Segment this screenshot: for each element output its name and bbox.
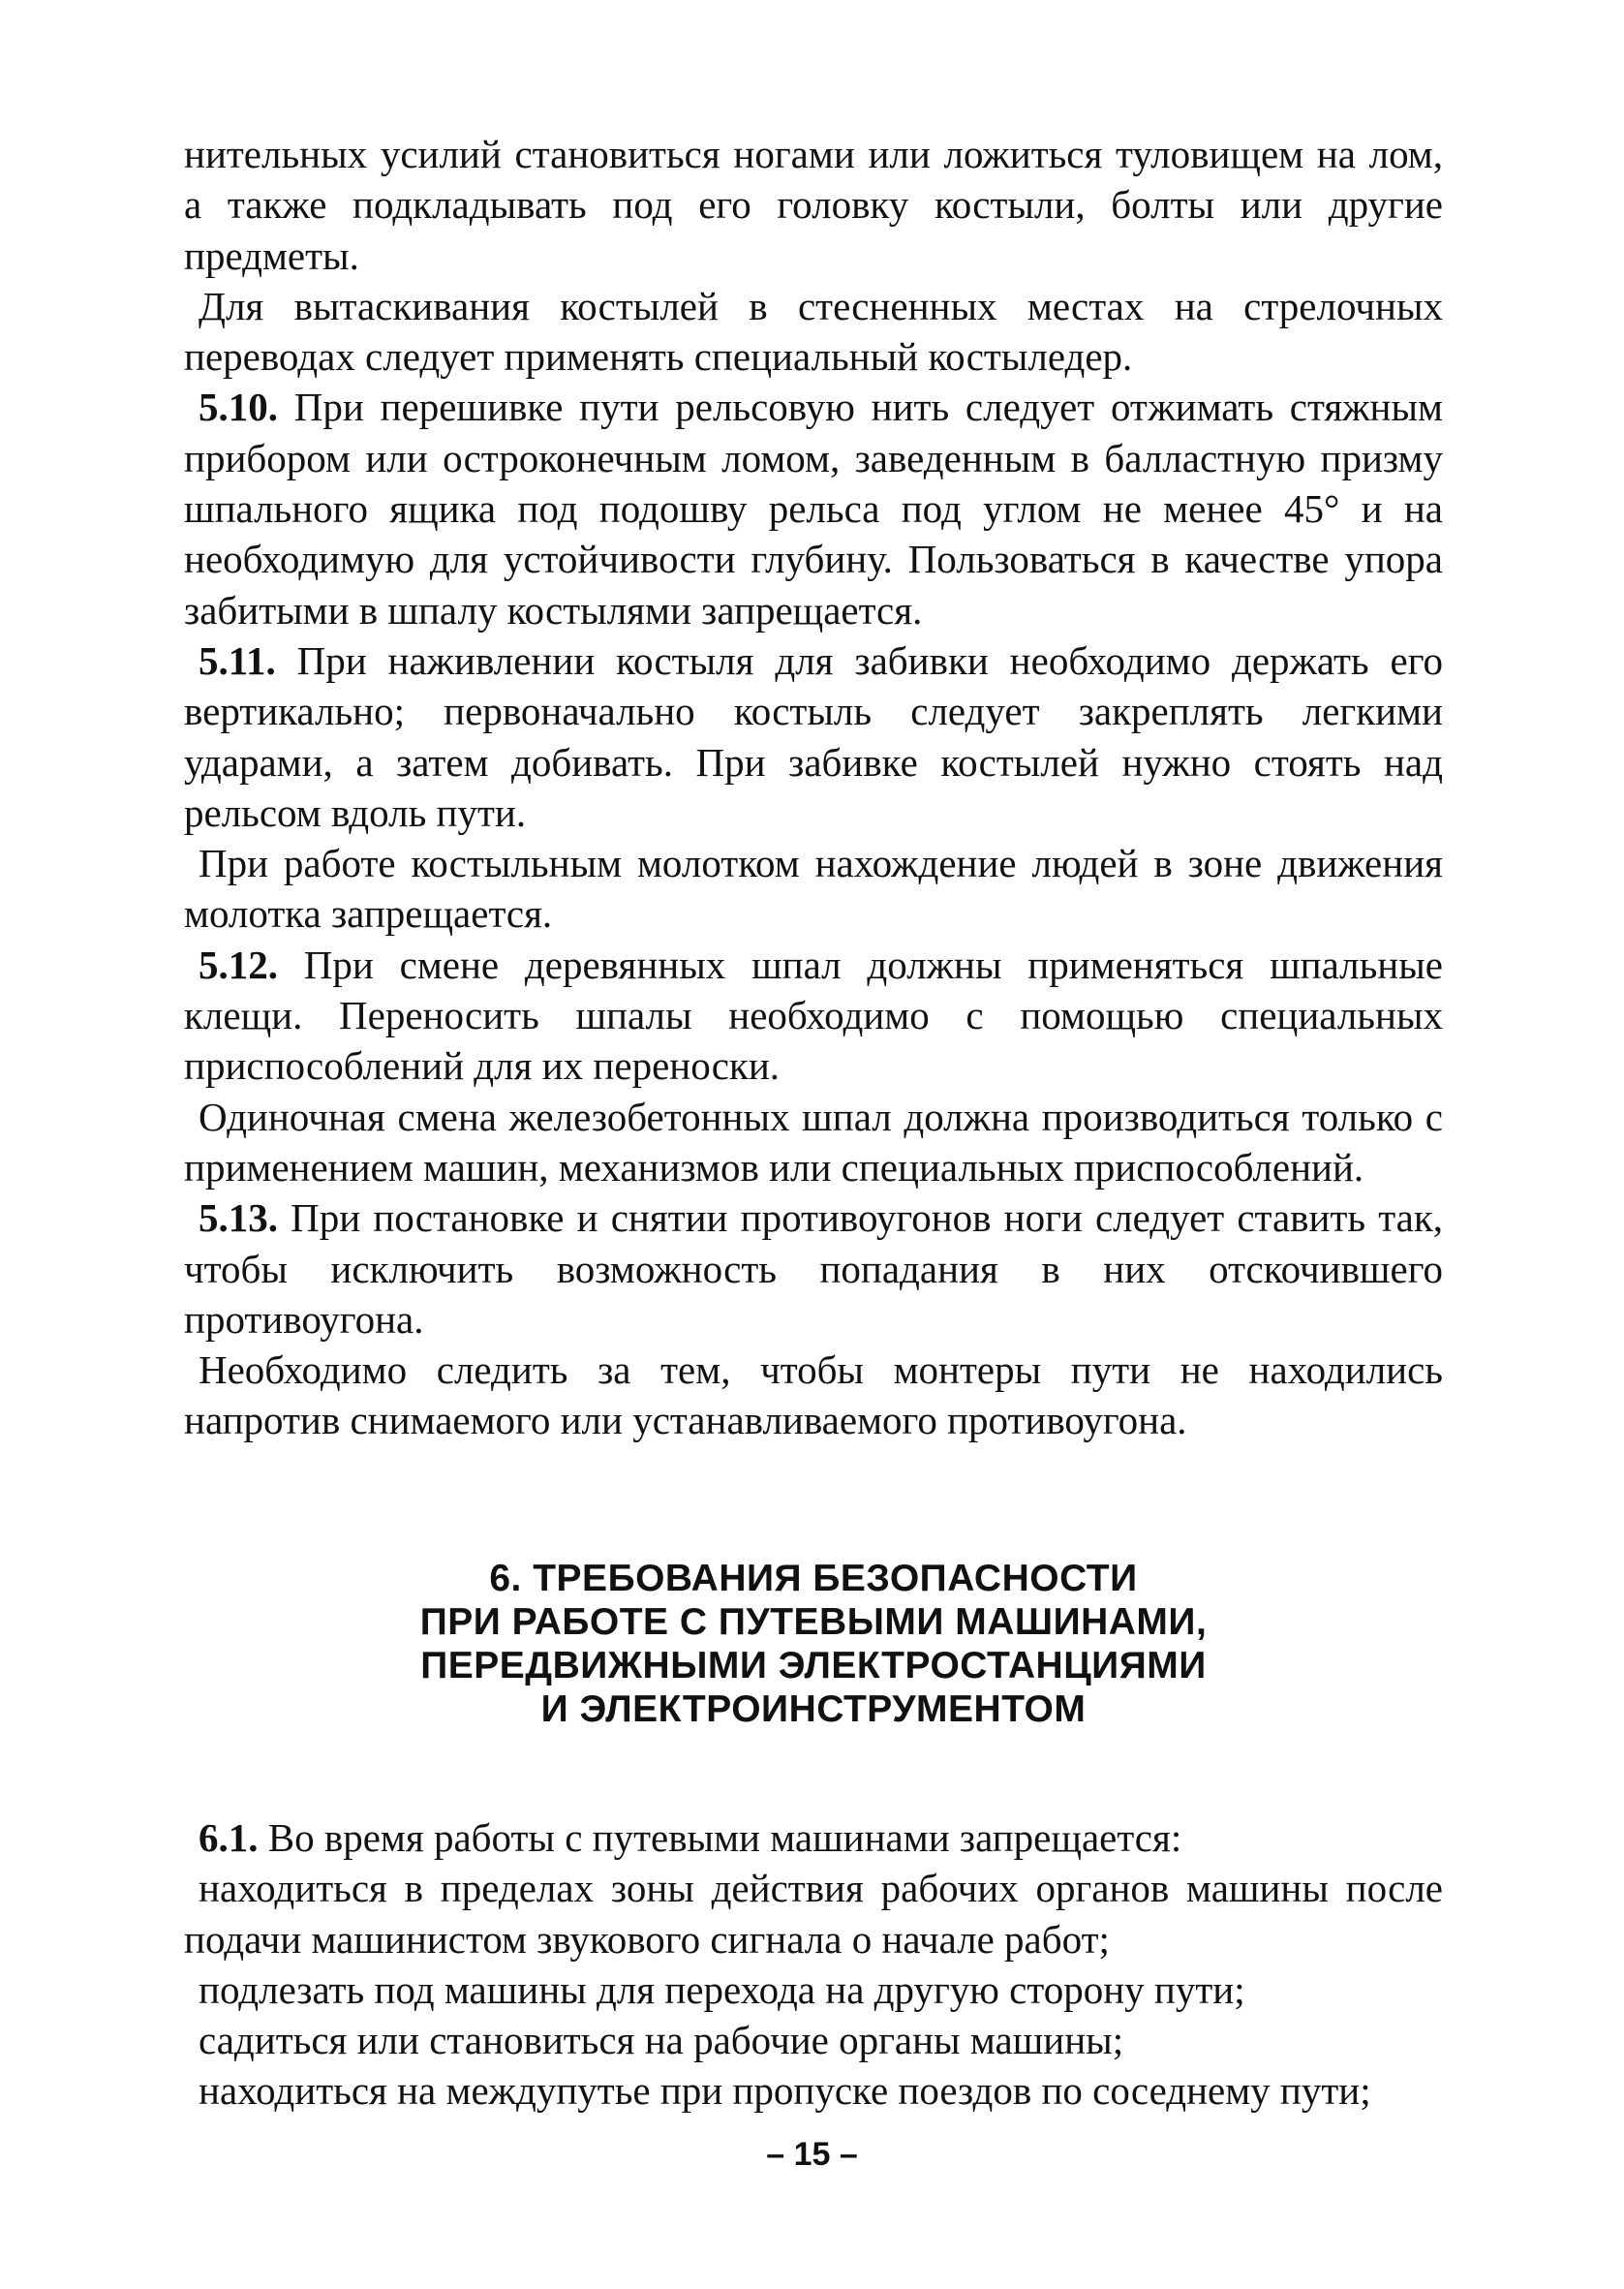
item-number: 5.10. [199, 385, 278, 430]
paragraph: Для вытаскивания костылей в стесненных местах на стрелочных переводах следует применять специальный костыледер. [184, 283, 1443, 380]
paragraph-text: При смене деревянных шпал должны применяться шпальные клещи. Переносить шпалы необходимо с помощью специальных приспособлений для их переноски. [184, 942, 1443, 1089]
paragraph: Необходимо следить за тем, чтобы монтеры пути не находились напротив снимаемого или устанавливаемого противоугона. [184, 1347, 1443, 1443]
text-block-top [184, 129, 1443, 1446]
paragraph: находиться на междупутье при пропуске поездов по соседнему пути; [199, 2068, 1371, 2114]
heading-line: ПЕРЕДВИЖНЫМИ ЭЛЕКТРОСТАНЦИЯМИ [420, 1645, 1207, 1686]
paragraph: нительных усилий становиться ногами или ложиться туловищем на лом, а также подкладывать под его головку костыли, болты или другие предметы. [184, 132, 1443, 278]
numbered-paragraph [184, 1192, 1443, 1345]
heading-line: 6. ТРЕБОВАНИЯ БЕЗОПАСНОСТИ [489, 1558, 1138, 1599]
section-heading [232, 1557, 1394, 1731]
page-number: – 15 – [766, 2136, 858, 2173]
heading-line: ПРИ РАБОТЕ С ПУТЕВЫМИ МАШИНАМИ, [419, 1601, 1208, 1643]
paragraph-text: При постановке и снятии противоугонов ноги следует ставить так, чтобы исключить возможность попадания в них отскочившего противоугона. [184, 1195, 1443, 1342]
item-number: 5.12. [199, 942, 278, 987]
item-number: 5.13. [199, 1195, 278, 1241]
heading-line: И ЭЛЕКТРОИНСТРУМЕНТОМ [540, 1688, 1087, 1730]
paragraph: подлезать под машины для перехода на другую сторону пути; [199, 1966, 1245, 2012]
paragraph: Одиночная смена железобетонных шпал должна производиться только с применением машин, механизмов или специальных приспособлений. [184, 1094, 1443, 1190]
paragraph: садиться или становиться на рабочие органы машины; [199, 2018, 1124, 2063]
paragraph-text: Во время работы с путевыми машинами запрещается: [258, 1815, 1182, 1860]
numbered-paragraph [184, 382, 1443, 634]
numbered-paragraph [184, 1812, 1443, 1863]
text-block-bottom [184, 1812, 1443, 2117]
paragraph-text: При наживлении костыля для забивки необходимо держать его вертикально; первоначально костыль следует закреплять легкими ударами, а затем добивать. При забивке костылей нужно стоять над рельсом вдоль пути. [184, 637, 1443, 835]
numbered-paragraph [184, 940, 1443, 1092]
paragraph-text: При перешивке пути рельсовую нить следует отжимать стяжным прибором или остроконечным ломом, заведенным в балластную призму шпального ящика под подошву рельса под углом не менее 45° и на необходимую для устойчивости глубину. Пользоваться в качестве упора забитыми в шпалу костылями запрещается. [184, 385, 1443, 633]
paragraph: При работе костыльным молотком нахождение людей в зоне движения молотка запрещается. [184, 841, 1443, 937]
item-number: 5.11. [199, 637, 276, 683]
numbered-paragraph [184, 635, 1443, 838]
item-number: 6.1. [199, 1815, 259, 1860]
paragraph: находиться в пределах зоны действия рабочих органов машины после подачи машинистом звукового сигнала о начале работ; [184, 1866, 1443, 1962]
